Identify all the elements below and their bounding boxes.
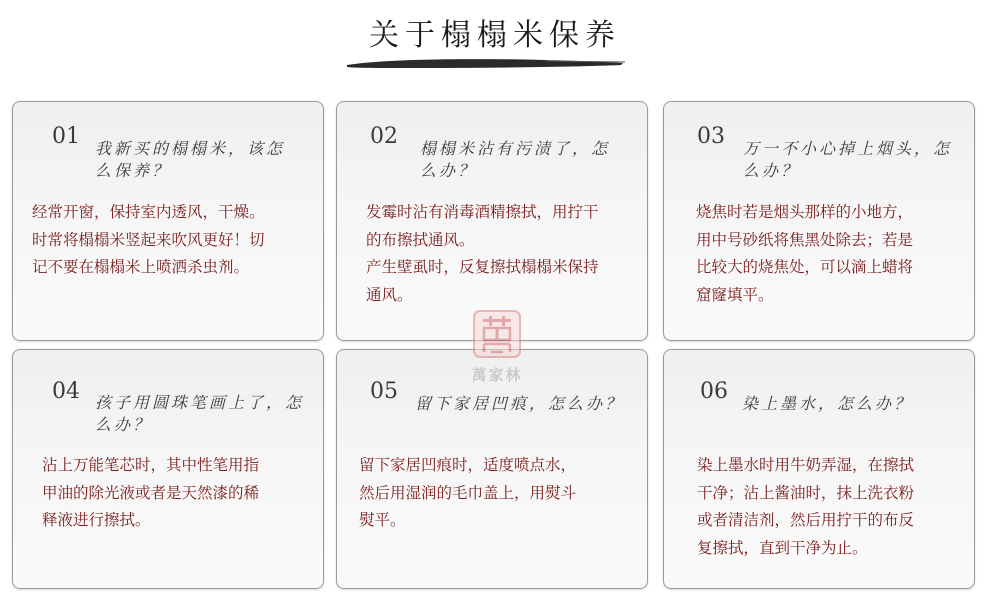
card-question: 万一不小心掉上烟头，怎么办？ [743, 139, 953, 180]
card-number: 04 [52, 379, 80, 404]
card-answer: 烧焦时若是烟头那样的小地方， 用中号砂纸将焦黑处除去；若是 比较大的烧焦处，可以滴上蜡将 窟窿填平。 [696, 203, 914, 304]
watermark-text: 萬家林 [471, 366, 523, 384]
card-answer: 沾上万能笔芯时，其中性笔用指 甲油的除光液或者是天然漆的稀 释液进行擦拭。 [42, 456, 260, 529]
card-question: 榻榻米沾有污渍了，怎么办？ [420, 139, 611, 180]
card-number: 01 [52, 124, 80, 149]
card-number: 05 [370, 379, 398, 404]
card-answer: 发霉时沾有消毒酒精擦拭，用拧干 的布擦拭通风。 产生壁虱时，反复擦拭榻榻米保持 通风。 [366, 203, 599, 304]
card-question: 我新买的榻榻米，该怎么保养？ [95, 139, 286, 180]
brush-stroke-divider [345, 56, 625, 70]
watermark-logo [468, 310, 526, 385]
card-number: 02 [370, 124, 398, 149]
card-question: 孩子用圆珠笔画上了，怎么办？ [95, 393, 305, 434]
card-answer: 经常开窗，保持室内透风，干燥。 时常将榻榻米竖起来吹风更好！切 记不要在榻榻米上喷洒杀虫剂。 [32, 203, 265, 276]
seal-icon [473, 310, 521, 358]
card-number: 03 [697, 124, 725, 149]
page-title: 关于榻榻米保养 [369, 18, 621, 53]
card-question: 染上墨水，怎么办？ [742, 394, 914, 413]
card-number: 06 [700, 379, 728, 404]
card-answer: 染上墨水时用牛奶弄湿，在擦拭 干净；沾上酱油时，抹上洗衣粉 或者清洁剂，然后用拧干的布反 复擦拭，直到干净为止。 [697, 456, 915, 557]
card-answer: 留下家居凹痕时，适度喷点水， 然后用湿润的毛巾盖上，用熨斗 熨平。 [359, 456, 577, 529]
card-question: 留下家居凹痕，怎么办？ [415, 394, 625, 413]
